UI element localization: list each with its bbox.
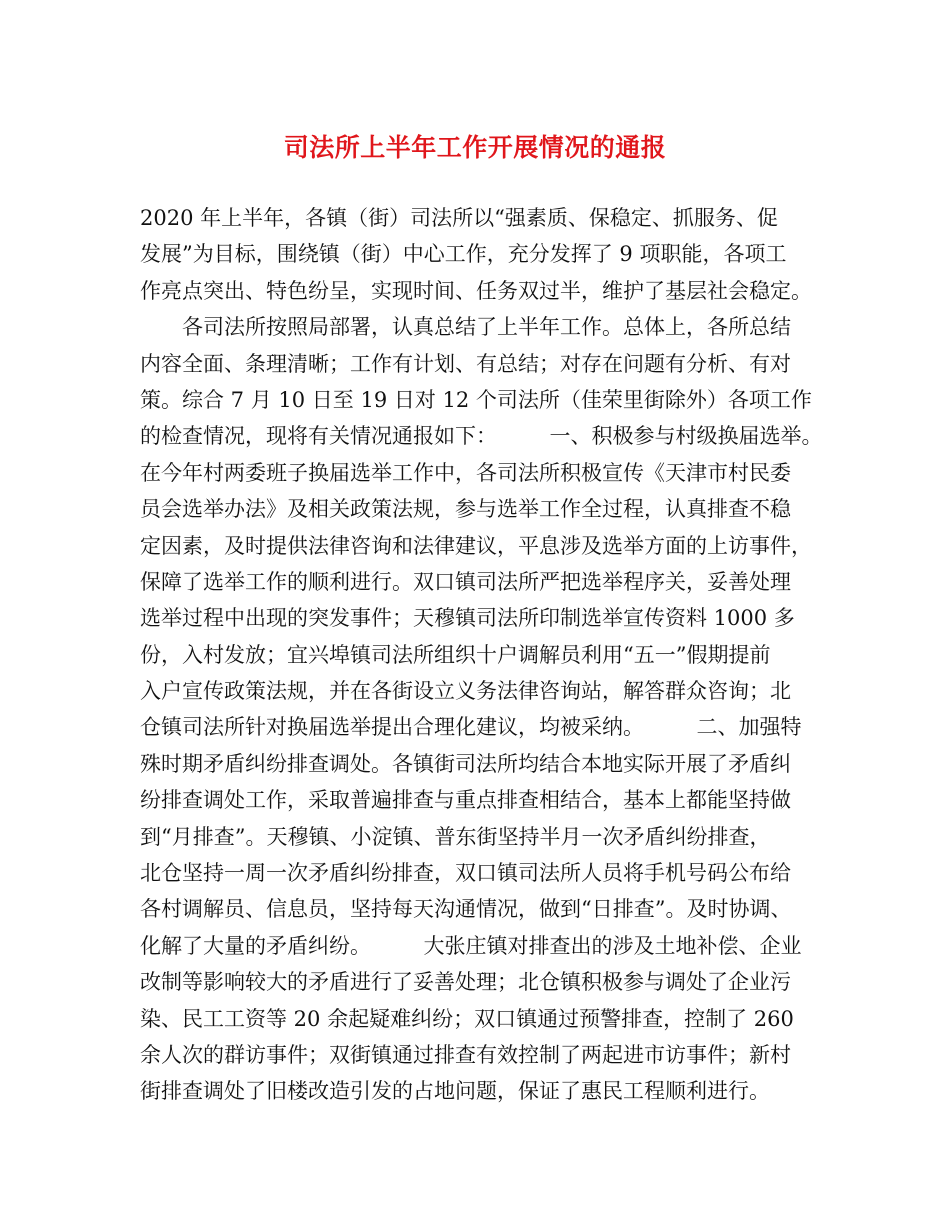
body-line: 街排查调处了旧楼改造引发的占地问题，保证了惠民工程顺利进行。 bbox=[140, 1079, 770, 1104]
body-line: 入户宣传政策法规，并在各街设立义务法律咨询站，解答群众咨询；北 bbox=[140, 679, 791, 704]
body-line: 染、民工工资等 20 余起疑难纠纷；双口镇通过预警排查，控制了 260 bbox=[140, 1006, 794, 1031]
body-line: 策。综合 7 月 10 日至 19 日对 12 个司法所（佳荣里街除外）各项工作 bbox=[140, 387, 812, 412]
body-line: 北仓坚持一周一次矛盾纠纷排查，双口镇司法所人员将手机号码公布给 bbox=[140, 861, 791, 886]
body-line: 到“月排查”。天穆镇、小淀镇、普东街坚持半月一次矛盾纠纷排查， bbox=[140, 824, 771, 849]
body-line: 内容全面、条理清晰；工作有计划、有总结；对存在问题有分析、有对 bbox=[140, 351, 791, 376]
body-line: 份，入村发放；宜兴埠镇司法所组织十户调解员利用“五一”假期提前 bbox=[140, 642, 771, 667]
body-line: 在今年村两委班子换届选举工作中，各司法所积极宣传《天津市村民委 bbox=[140, 460, 791, 485]
body-line: 仓镇司法所针对换届选举提出合理化建议，均被采纳。 二、加强特 bbox=[140, 715, 802, 740]
body-line: 余人次的群访事件；双街镇通过排查有效控制了两起进市访事件；新村 bbox=[140, 1042, 791, 1067]
body-line: 选举过程中出现的突发事件；天穆镇司法所印制选举宣传资料 1000 多 bbox=[140, 606, 795, 631]
body-line: 2020 年上半年，各镇（街）司法所以“强素质、保稳定、抓服务、促 bbox=[140, 206, 778, 230]
body-line: 保障了选举工作的顺利进行。双口镇司法所严把选举程序关，妥善处理 bbox=[140, 569, 791, 594]
body-line: 的检查情况，现将有关情况通报如下： 一、积极参与村级换届选举。 bbox=[140, 424, 823, 449]
body-line: 员会选举办法》及相关政策法规，参与选举工作全过程，认真排查不稳 bbox=[140, 497, 791, 522]
body-line: 作亮点突出、特色纷呈，实现时间、任务双过半，维护了基层社会稳定。 bbox=[140, 278, 812, 303]
body-line: 各村调解员、信息员，坚持每天沟通情况，做到“日排查”。及时协调、 bbox=[140, 897, 792, 922]
body-line: 化解了大量的矛盾纠纷。 大张庄镇对排查出的涉及土地补偿、企业 bbox=[140, 933, 802, 958]
body-line: 殊时期矛盾纠纷排查调处。各镇街司法所均结合本地实际开展了矛盾纠 bbox=[140, 751, 791, 776]
body-line: 改制等影响较大的矛盾进行了妥善处理；北仓镇积极参与调处了企业污 bbox=[140, 970, 791, 995]
document-body bbox=[140, 200, 830, 1110]
body-line: 各司法所按照局部署，认真总结了上半年工作。总体上，各所总结 bbox=[140, 315, 791, 340]
body-line: 定因素，及时提供法律咨询和法律建议，平息涉及选举方面的上访事件， bbox=[140, 533, 812, 558]
document-title: 司法所上半年工作开展情况的通报 bbox=[283, 133, 667, 162]
body-line: 纷排查调处工作，采取普遍排查与重点排查相结合，基本上都能坚持做 bbox=[140, 788, 791, 813]
body-line: 发展”为目标，围绕镇（街）中心工作，充分发挥了 9 项职能，各项工 bbox=[140, 242, 787, 267]
